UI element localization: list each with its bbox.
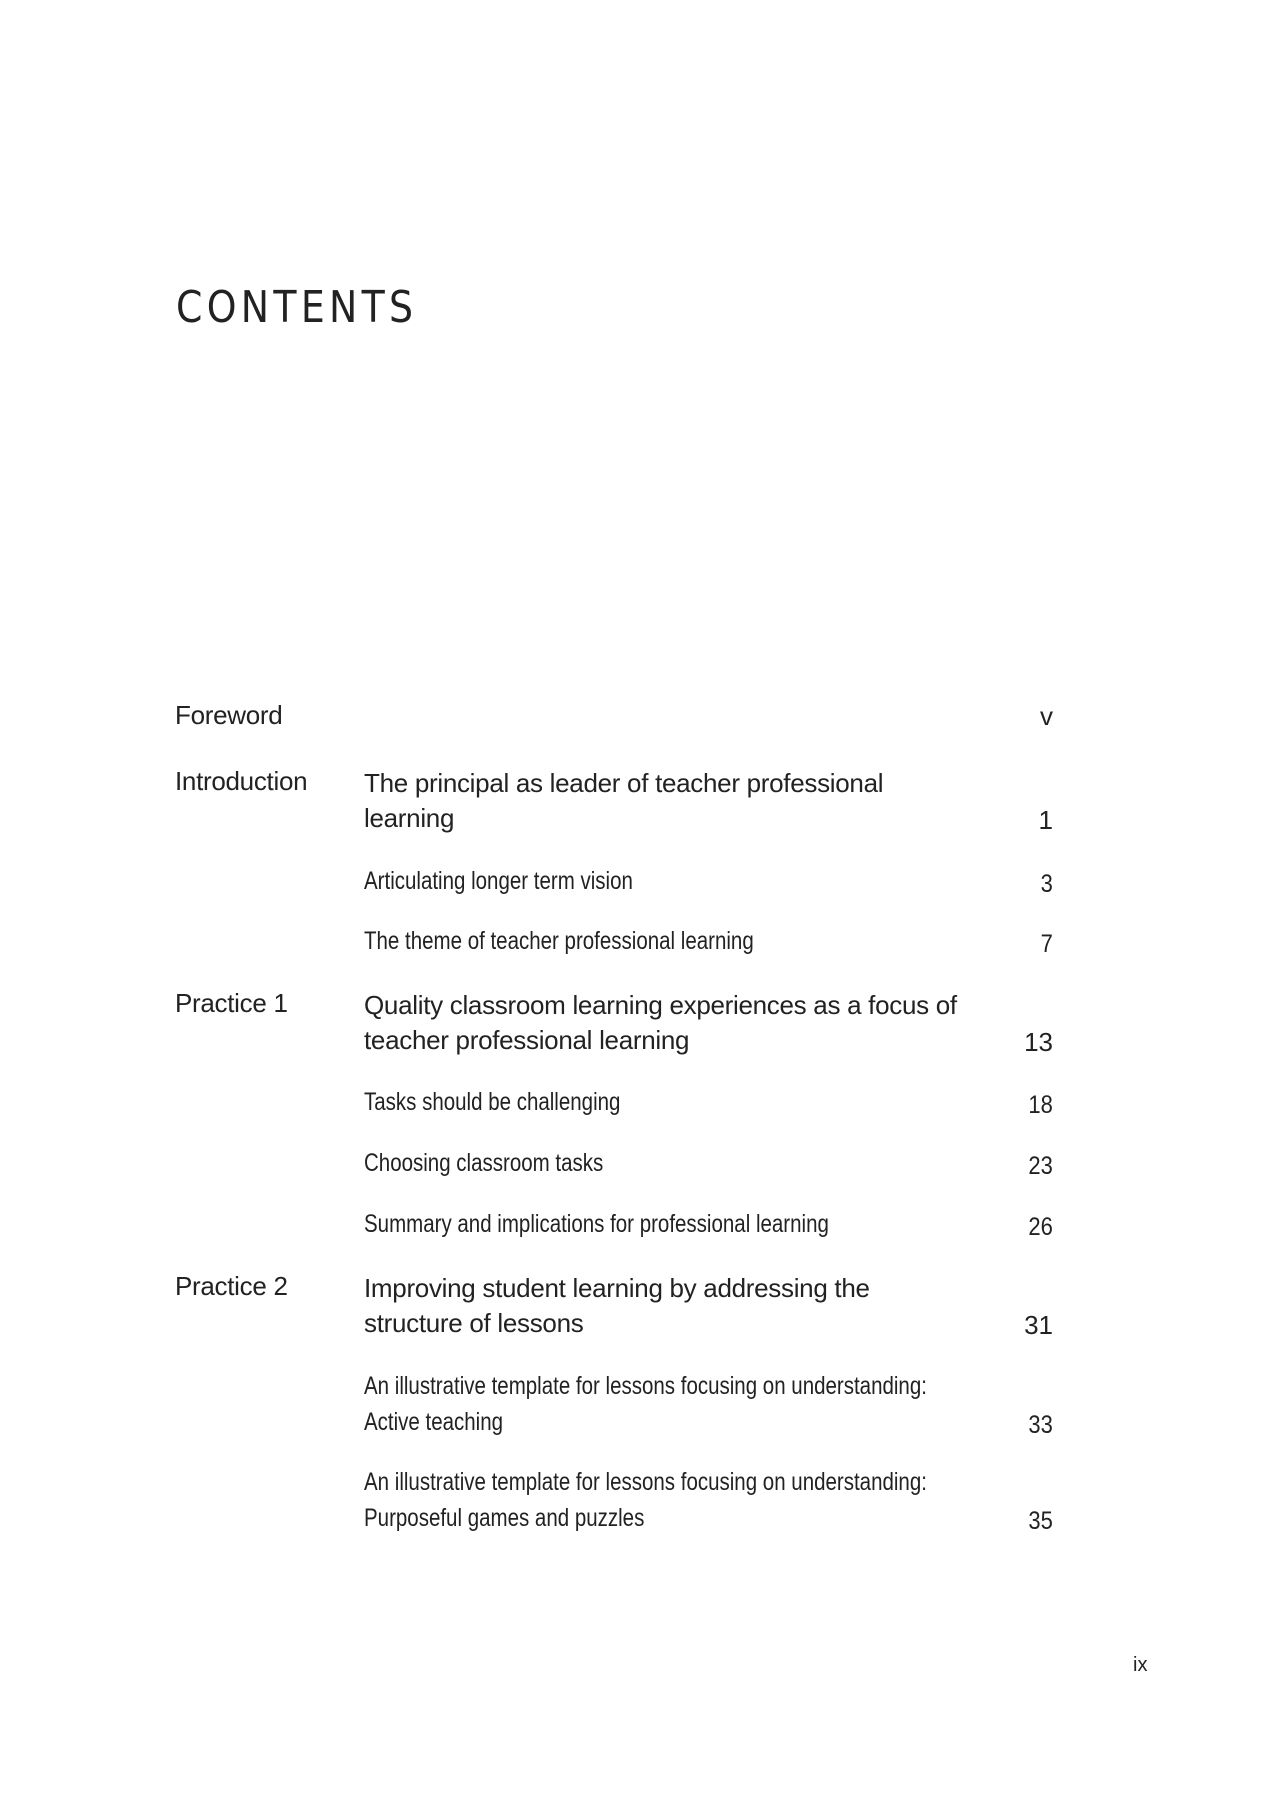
- toc-label: Introduction: [175, 766, 308, 796]
- toc-page-number: 31: [1024, 1310, 1053, 1340]
- toc-entry-section[interactable]: [175, 1206, 1053, 1242]
- toc-title-line: structure of lessons: [364, 1308, 584, 1338]
- toc-page-number: 3: [1040, 870, 1053, 898]
- toc-entry-practice-1[interactable]: [175, 988, 1053, 1058]
- toc-label: Practice 2: [175, 1271, 288, 1301]
- toc-entry-section[interactable]: [175, 1368, 1053, 1440]
- toc-title: Choosing classroom tasks: [364, 1149, 604, 1177]
- toc-entry-section[interactable]: [175, 863, 1053, 899]
- toc-title: Summary and implications for professional learning: [364, 1210, 829, 1238]
- toc-page-number: 18: [1028, 1091, 1053, 1119]
- toc-title-line: Purposeful games and puzzles: [364, 1504, 645, 1532]
- toc-entry-section[interactable]: [175, 1464, 1053, 1536]
- toc-entry-introduction[interactable]: [175, 766, 1053, 836]
- toc-label: Practice 1: [175, 988, 288, 1018]
- toc-page-number: 13: [1024, 1027, 1053, 1057]
- toc-page-number: 33: [1028, 1411, 1053, 1439]
- toc-entry-section[interactable]: [175, 1084, 1053, 1120]
- toc-page-number: 7: [1040, 930, 1053, 958]
- toc-title-line: Improving student learning by addressing the: [364, 1273, 870, 1303]
- toc-title-line: teacher professional learning: [364, 1025, 690, 1055]
- toc-title: The theme of teacher professional learning: [364, 927, 754, 955]
- toc-title-line: Quality classroom learning experiences as a focus of: [364, 990, 957, 1020]
- toc-title: Tasks should be challenging: [364, 1088, 621, 1116]
- toc-entry-section[interactable]: [175, 923, 1053, 959]
- toc-title-line: learning: [364, 803, 455, 833]
- toc-title-line: Active teaching: [364, 1408, 504, 1436]
- toc-page-number: 23: [1028, 1152, 1053, 1180]
- toc-title-line: An illustrative template for lessons focusing on understanding:: [364, 1468, 927, 1496]
- page-title: CONTENTS: [176, 282, 418, 333]
- toc-page-number: 26: [1028, 1213, 1053, 1241]
- toc-page-number: 35: [1028, 1507, 1053, 1535]
- toc-page-number: v: [1040, 701, 1053, 731]
- toc-entry-section[interactable]: [175, 1145, 1053, 1181]
- toc-label: Foreword: [175, 700, 283, 730]
- toc-title: Articulating longer term vision: [364, 867, 633, 895]
- toc-entry-foreword[interactable]: [175, 700, 1053, 732]
- toc-title-line: An illustrative template for lessons focusing on understanding:: [364, 1372, 927, 1400]
- page-number-folio: ix: [1133, 1654, 1148, 1676]
- toc-entry-practice-2[interactable]: [175, 1271, 1053, 1341]
- toc-page-number: 1: [1038, 805, 1053, 835]
- toc-title-line: The principal as leader of teacher professional: [364, 768, 884, 798]
